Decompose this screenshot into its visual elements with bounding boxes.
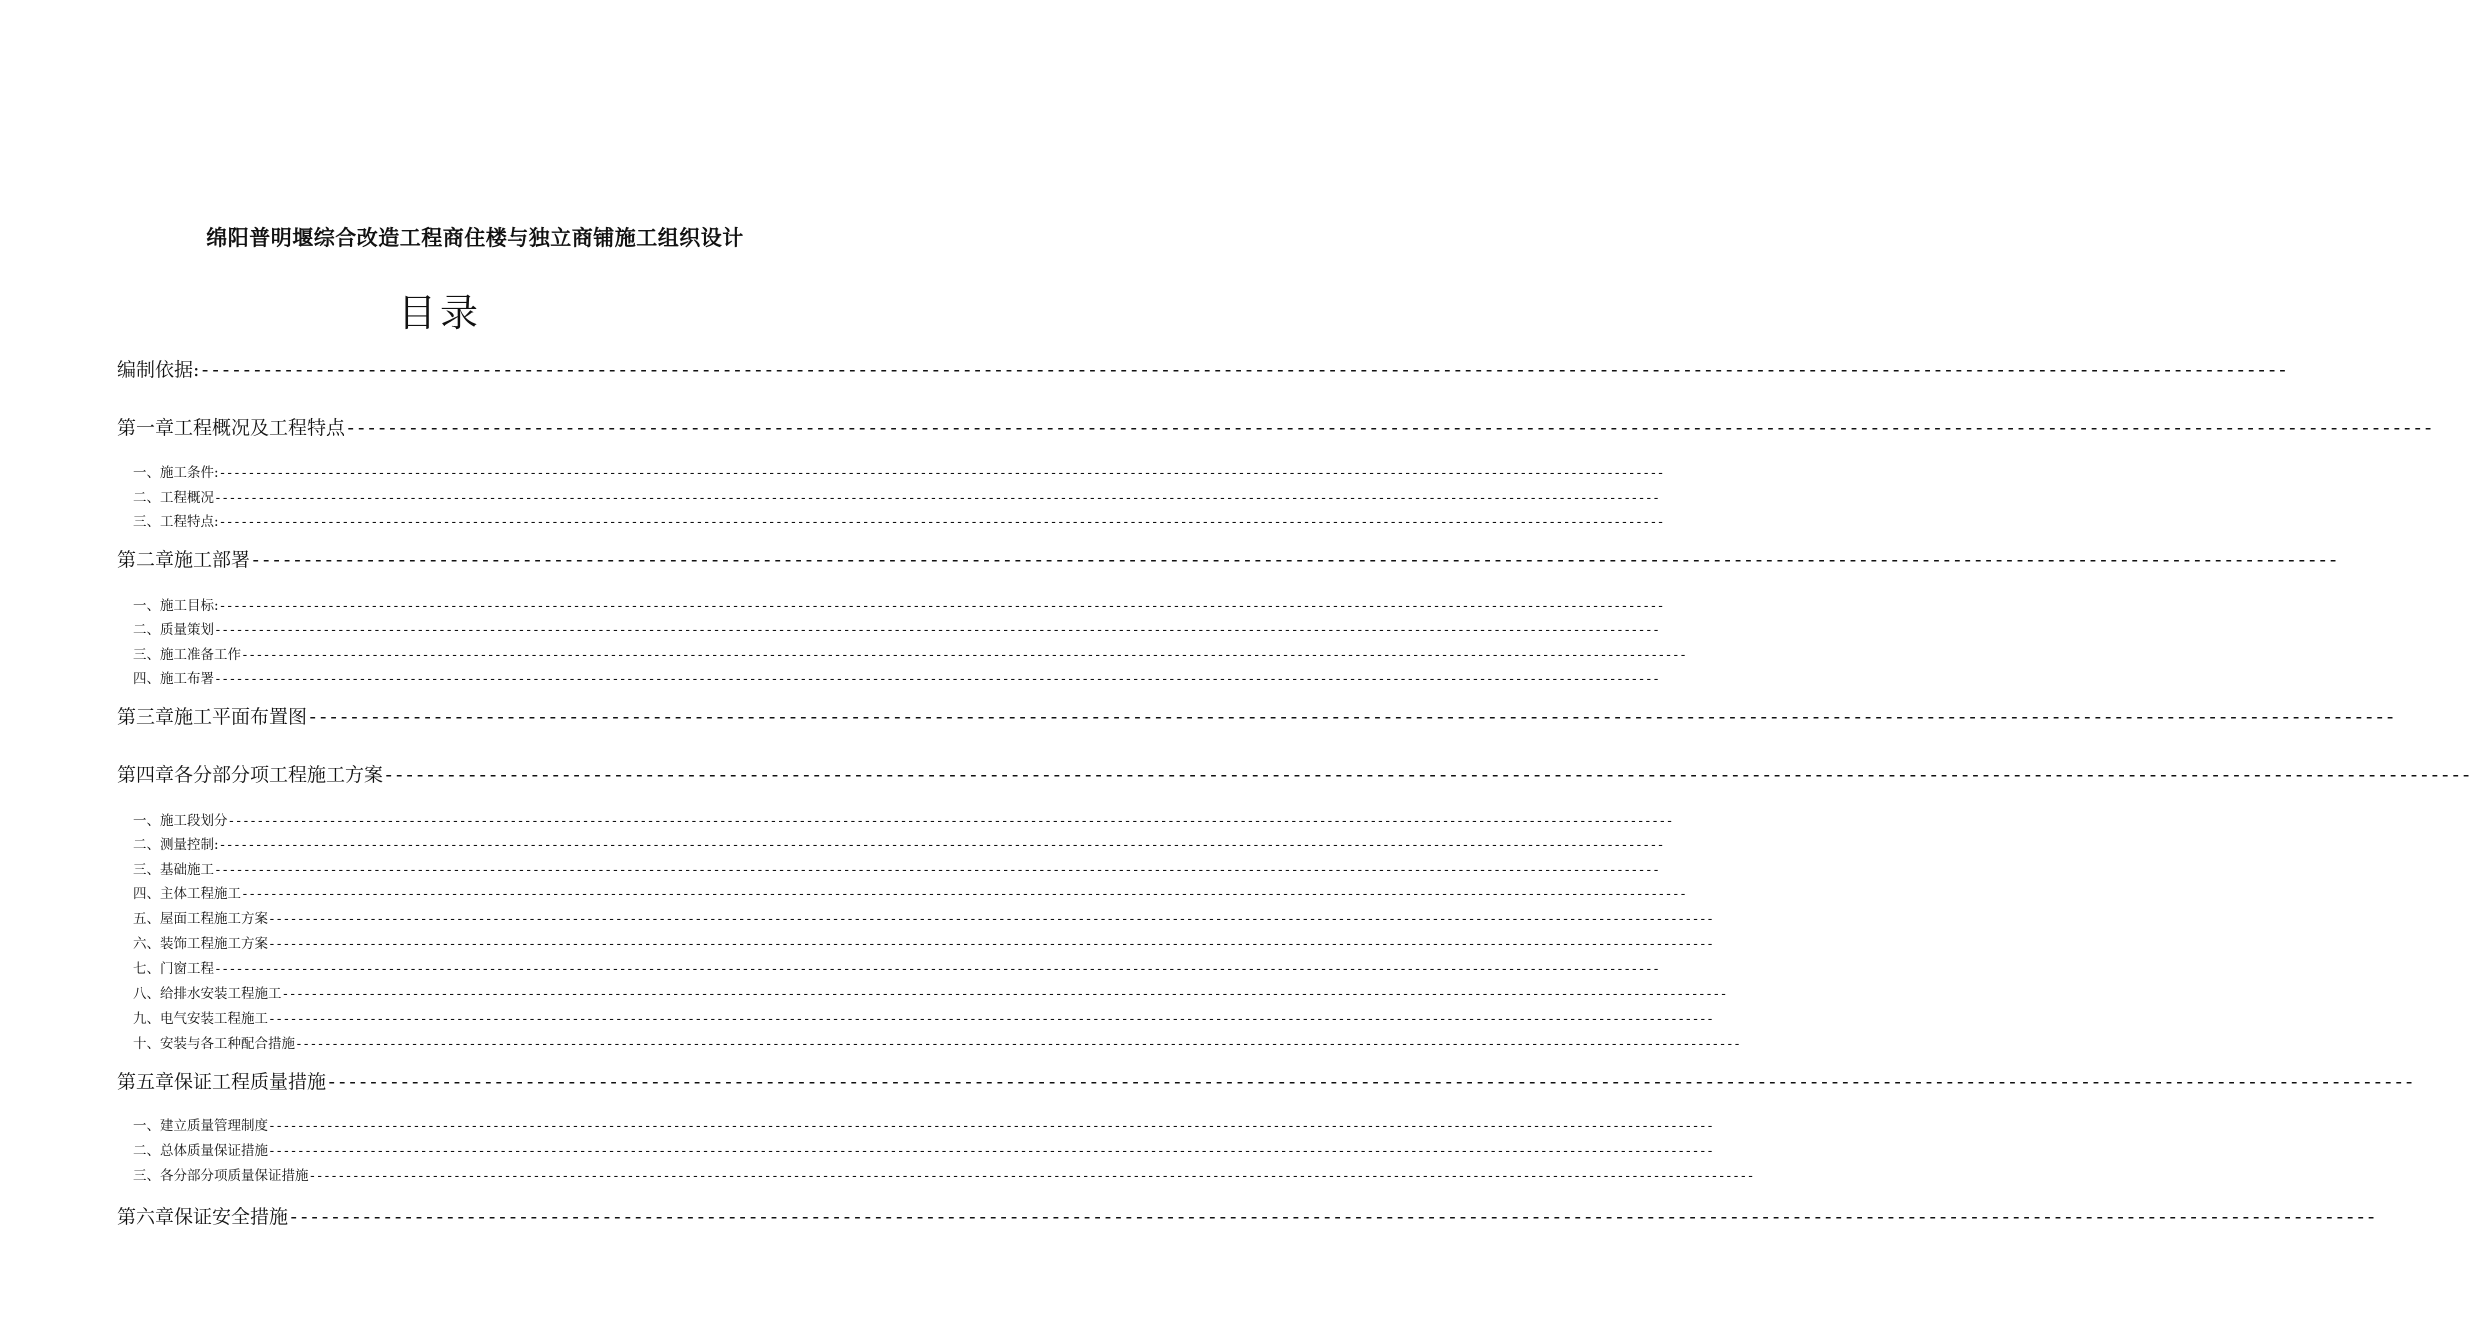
section-title: 八、给排水安装工程施工 (133, 986, 282, 1002)
toc-section[interactable] (117, 884, 1687, 904)
toc-chapter-4[interactable] (117, 761, 2471, 789)
section-title: 四、施工布署 (133, 671, 214, 687)
dot-leader: -------------------------------------------------------------------------------------------------------------------------------------------------------------------------------------------------------- (214, 491, 1660, 506)
toc-chapter-2[interactable] (117, 546, 2338, 574)
chapter-number: 第五章 (117, 1071, 175, 1093)
section-title: 二、测量控制: (133, 837, 219, 853)
dot-leader: -------------------------------------------------------------------------------------------------------------------------------------------------------------------------------------------------------- (214, 962, 1660, 977)
toc-section[interactable] (117, 934, 1714, 954)
section-title: 六、装饰工程施工方案 (133, 936, 268, 952)
section-title: 九、电气安装工程施工 (133, 1011, 268, 1027)
dot-leader: -------------------------------------------------------------------------------------------------------------------------------------------------------------------------------------------------------- (308, 1169, 1754, 1184)
toc-chapter-1[interactable] (117, 414, 2433, 442)
section-title: 二、质量策划 (133, 622, 214, 638)
chapter-title: 保证安全措施 (174, 1206, 289, 1228)
chapter-title: 各分部分项工程施工方案 (174, 764, 384, 786)
section-title: 三、基础施工 (133, 862, 214, 878)
toc-section[interactable] (117, 512, 1664, 532)
dot-leader: -------------------------------------------------------------------------------------------------------------------------------------------------------------------------------------------------------- (288, 1206, 2376, 1228)
section-title: 一、施工目标: (133, 598, 219, 614)
toc-section[interactable] (117, 835, 1664, 855)
section-title: 一、施工条件: (133, 465, 219, 481)
toc-section[interactable] (117, 1141, 1714, 1161)
dot-leader: -------------------------------------------------------------------------------------------------------------------------------------------------------------------------------------------------------- (307, 706, 2395, 728)
toc-section[interactable] (117, 1116, 1714, 1136)
chapter-number: 第一章 (117, 417, 175, 439)
section-title: 七、门窗工程 (133, 961, 214, 977)
chapter-title: 保证工程质量措施 (174, 1071, 327, 1093)
dot-leader: -------------------------------------------------------------------------------------------------------------------------------------------------------------------------------------------------------- (227, 814, 1673, 829)
dot-leader: -------------------------------------------------------------------------------------------------------------------------------------------------------------------------------------------------------- (268, 937, 1714, 952)
dot-leader: -------------------------------------------------------------------------------------------------------------------------------------------------------------------------------------------------------- (218, 838, 1664, 853)
dot-leader: -------------------------------------------------------------------------------------------------------------------------------------------------------------------------------------------------------- (218, 515, 1664, 530)
chapter-title: 工程概况及工程特点 (174, 417, 346, 439)
document-title: 绵阳普明堰综合改造工程商住楼与独立商铺施工组织设计 (206, 226, 744, 250)
chapter-number: 第三章 (117, 706, 175, 728)
toc-chapter-3[interactable] (117, 703, 2395, 731)
dot-leader: -------------------------------------------------------------------------------------------------------------------------------------------------------------------------------------------------------- (281, 987, 1727, 1002)
dot-leader: -------------------------------------------------------------------------------------------------------------------------------------------------------------------------------------------------------- (241, 887, 1687, 902)
section-title: 十、安装与各工种配合措施 (133, 1036, 295, 1052)
toc-section[interactable] (117, 645, 1687, 665)
chapter-number: 第二章 (117, 549, 175, 571)
dot-leader: -------------------------------------------------------------------------------------------------------------------------------------------------------------------------------------------------------- (214, 672, 1660, 687)
toc-section[interactable] (117, 1166, 1754, 1186)
dot-leader: -------------------------------------------------------------------------------------------------------------------------------------------------------------------------------------------------------- (268, 1119, 1714, 1134)
dot-leader: -------------------------------------------------------------------------------------------------------------------------------------------------------------------------------------------------------- (218, 599, 1664, 614)
toc-section[interactable] (117, 860, 1660, 880)
dot-leader: -------------------------------------------------------------------------------------------------------------------------------------------------------------------------------------------------------- (218, 466, 1664, 481)
section-title: 三、施工准备工作 (133, 647, 241, 663)
toc-section[interactable] (117, 620, 1660, 640)
toc-section[interactable] (117, 596, 1664, 616)
chapter-title: 施工部署 (174, 549, 251, 571)
dot-leader: -------------------------------------------------------------------------------------------------------------------------------------------------------------------------------------------------------- (295, 1037, 1741, 1052)
dot-leader: -------------------------------------------------------------------------------------------------------------------------------------------------------------------------------------------------------- (250, 549, 2338, 571)
toc-chapter-6[interactable] (117, 1203, 2376, 1231)
toc-section[interactable] (117, 909, 1714, 929)
toc-section[interactable] (117, 1034, 1741, 1054)
toc-section[interactable] (117, 669, 1660, 689)
section-title: 四、主体工程施工 (133, 886, 241, 902)
dot-leader: -------------------------------------------------------------------------------------------------------------------------------------------------------------------------------------------------------- (383, 764, 2471, 786)
chapter-number: 第六章 (117, 1206, 175, 1228)
chapter-number: 第四章 (117, 764, 175, 786)
toc-entry-basis[interactable] (117, 356, 2288, 384)
dot-leader: -------------------------------------------------------------------------------------------------------------------------------------------------------------------------------------------------------- (214, 863, 1660, 878)
toc-section[interactable] (117, 488, 1660, 508)
toc-entry-title: 编制依据: (117, 359, 200, 381)
toc-section[interactable] (117, 984, 1727, 1004)
toc-chapter-5[interactable] (117, 1068, 2414, 1096)
section-title: 一、施工段划分 (133, 813, 228, 829)
dot-leader: -------------------------------------------------------------------------------------------------------------------------------------------------------------------------------------------------------- (214, 623, 1660, 638)
dot-leader: -------------------------------------------------------------------------------------------------------------------------------------------------------------------------------------------------------- (268, 1144, 1714, 1159)
toc-section[interactable] (117, 1009, 1714, 1029)
dot-leader: -------------------------------------------------------------------------------------------------------------------------------------------------------------------------------------------------------- (241, 648, 1687, 663)
dot-leader: -------------------------------------------------------------------------------------------------------------------------------------------------------------------------------------------------------- (199, 359, 2288, 381)
toc-section[interactable] (117, 959, 1660, 979)
section-title: 五、屋面工程施工方案 (133, 911, 268, 927)
section-title: 三、工程特点: (133, 514, 219, 530)
dot-leader: -------------------------------------------------------------------------------------------------------------------------------------------------------------------------------------------------------- (268, 912, 1714, 927)
dot-leader: -------------------------------------------------------------------------------------------------------------------------------------------------------------------------------------------------------- (268, 1012, 1714, 1027)
section-title: 一、建立质量管理制度 (133, 1118, 268, 1134)
section-title: 二、工程概况 (133, 490, 214, 506)
toc-heading (0, 282, 950, 337)
chapter-title: 施工平面布置图 (174, 706, 308, 728)
section-title: 三、各分部分项质量保证措施 (133, 1168, 309, 1184)
dot-leader: -------------------------------------------------------------------------------------------------------------------------------------------------------------------------------------------------------- (345, 417, 2433, 439)
section-title: 二、总体质量保证措施 (133, 1143, 268, 1159)
toc-section[interactable] (117, 811, 1673, 831)
dot-leader: -------------------------------------------------------------------------------------------------------------------------------------------------------------------------------------------------------- (326, 1071, 2414, 1093)
toc-heading-text: 目录 (397, 291, 482, 335)
toc-section[interactable] (117, 463, 1664, 483)
